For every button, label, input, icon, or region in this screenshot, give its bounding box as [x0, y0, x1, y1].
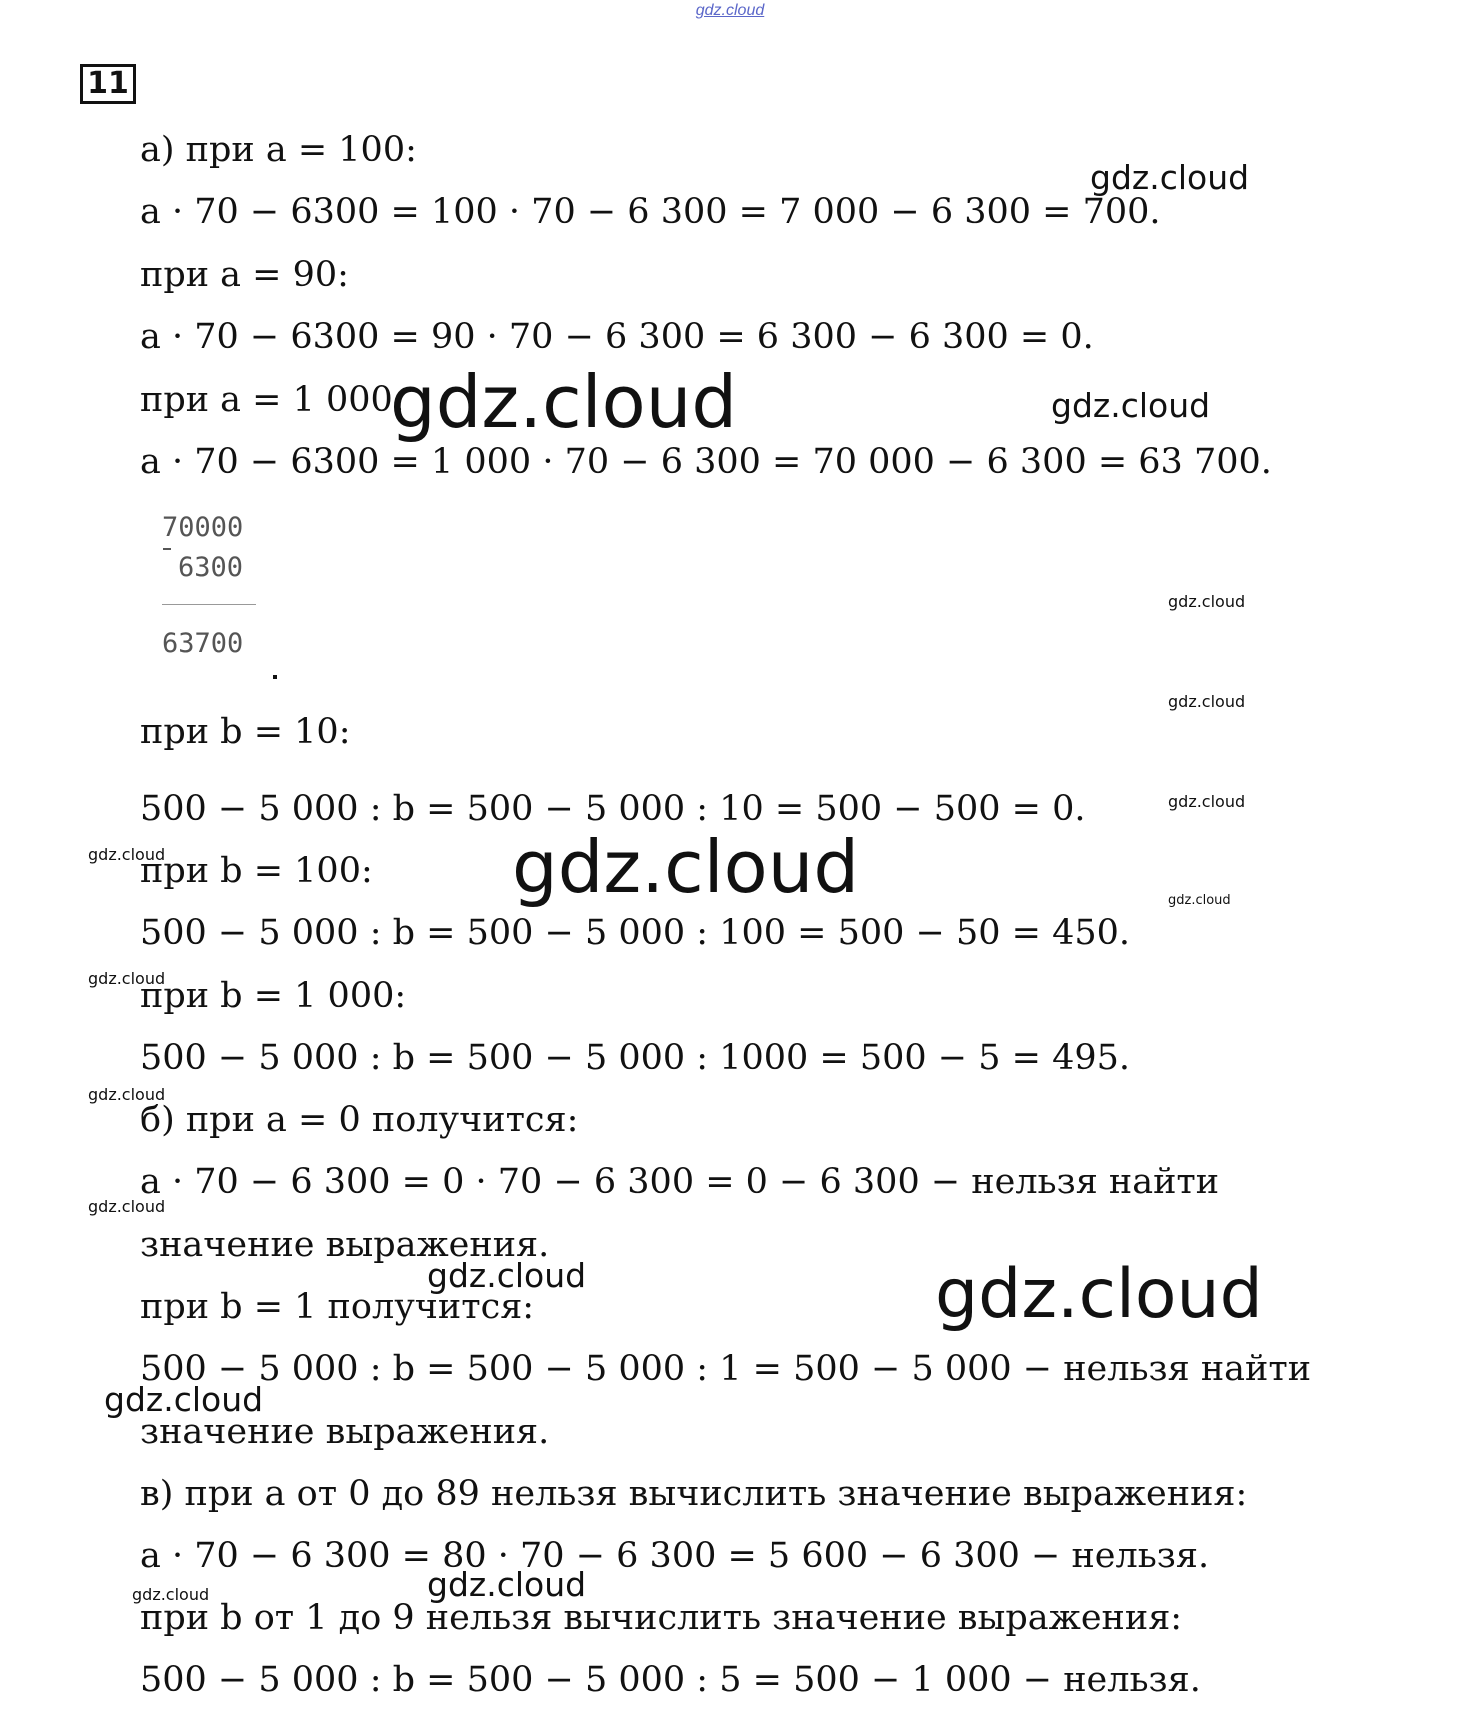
- solution-line: б) при a = 0 получится:: [140, 1100, 579, 1140]
- solution-line: 500 − 5 000 : b = 500 − 5 000 : 5 = 500 − 1 000 − нельзя.: [140, 1660, 1201, 1700]
- solution-line: а) при a = 100:: [140, 130, 417, 170]
- solution-line: 500 − 5 000 : b = 500 − 5 000 : 10 = 500 − 500 = 0.: [140, 789, 1086, 829]
- watermark: gdz.cloud: [88, 1197, 166, 1216]
- solution-line: при b = 100:: [140, 851, 373, 891]
- solution-line: a · 70 − 6300 = 1 000 · 70 − 6 300 = 70 000 − 6 300 = 63 700.: [140, 442, 1272, 482]
- watermark: gdz.cloud: [104, 1380, 264, 1419]
- watermark: gdz.cloud: [132, 1585, 210, 1604]
- watermark: gdz.cloud: [1168, 893, 1231, 908]
- column-dot: [273, 675, 277, 679]
- solution-line: при a = 1 000:: [140, 380, 405, 420]
- watermark: gdz.cloud: [427, 1565, 587, 1604]
- watermark: gdz.cloud: [390, 360, 738, 444]
- solution-line: значение выражения.: [140, 1225, 550, 1265]
- solution-line: a · 70 − 6300 = 90 · 70 − 6 300 = 6 300 − 6 300 = 0.: [140, 317, 1094, 357]
- task-number: 11: [80, 64, 136, 104]
- column-result: 63700: [162, 628, 244, 659]
- solution-line: при a = 90:: [140, 255, 349, 295]
- solution-line: 500 − 5 000 : b = 500 − 5 000 : 100 = 500 − 50 = 450.: [140, 913, 1131, 953]
- watermark: gdz.cloud: [88, 969, 166, 988]
- watermark: gdz.cloud: [1090, 158, 1250, 197]
- column-subtrahend: 6300: [178, 552, 244, 583]
- solution-line: a · 70 − 6 300 = 80 · 70 − 6 300 = 5 600 − 6 300 − нельзя.: [140, 1536, 1210, 1576]
- solution-line: при b = 1 получится:: [140, 1287, 535, 1327]
- column-minuend: 70000: [162, 512, 244, 543]
- solution-line: a · 70 − 6 300 = 0 · 70 − 6 300 = 0 − 6 300 − нельзя найти: [140, 1162, 1220, 1202]
- watermark: gdz.cloud: [88, 845, 166, 864]
- solution-line: при b = 1 000:: [140, 976, 407, 1016]
- column-rule: [162, 604, 256, 605]
- solution-line: 500 − 5 000 : b = 500 − 5 000 : 1000 = 500 − 5 = 495.: [140, 1038, 1131, 1078]
- solution-line: при b от 1 до 9 нельзя вычислить значение выражения:: [140, 1598, 1183, 1638]
- site-mark: gdz.cloud: [695, 2, 765, 19]
- watermark: gdz.cloud: [1168, 592, 1246, 611]
- solution-line: 500 − 5 000 : b = 500 − 5 000 : 1 = 500 − 5 000 − нельзя найти: [140, 1349, 1312, 1389]
- watermark: gdz.cloud: [1051, 386, 1211, 425]
- watermark: gdz.cloud: [1168, 792, 1246, 811]
- watermark: gdz.cloud: [88, 1085, 166, 1104]
- solution-line: значение выражения.: [140, 1412, 550, 1452]
- watermark: gdz.cloud: [512, 825, 860, 909]
- solution-line: при b = 10:: [140, 712, 351, 752]
- solution-line: a · 70 − 6300 = 100 · 70 − 6 300 = 7 000 − 6 300 = 700.: [140, 192, 1161, 232]
- watermark: gdz.cloud: [935, 1255, 1263, 1334]
- solution-line: в) при a от 0 до 89 нельзя вычислить значение выражения:: [140, 1474, 1248, 1514]
- watermark: gdz.cloud: [1168, 692, 1246, 711]
- watermark: gdz.cloud: [427, 1256, 587, 1295]
- column-minus-sign: [163, 548, 171, 550]
